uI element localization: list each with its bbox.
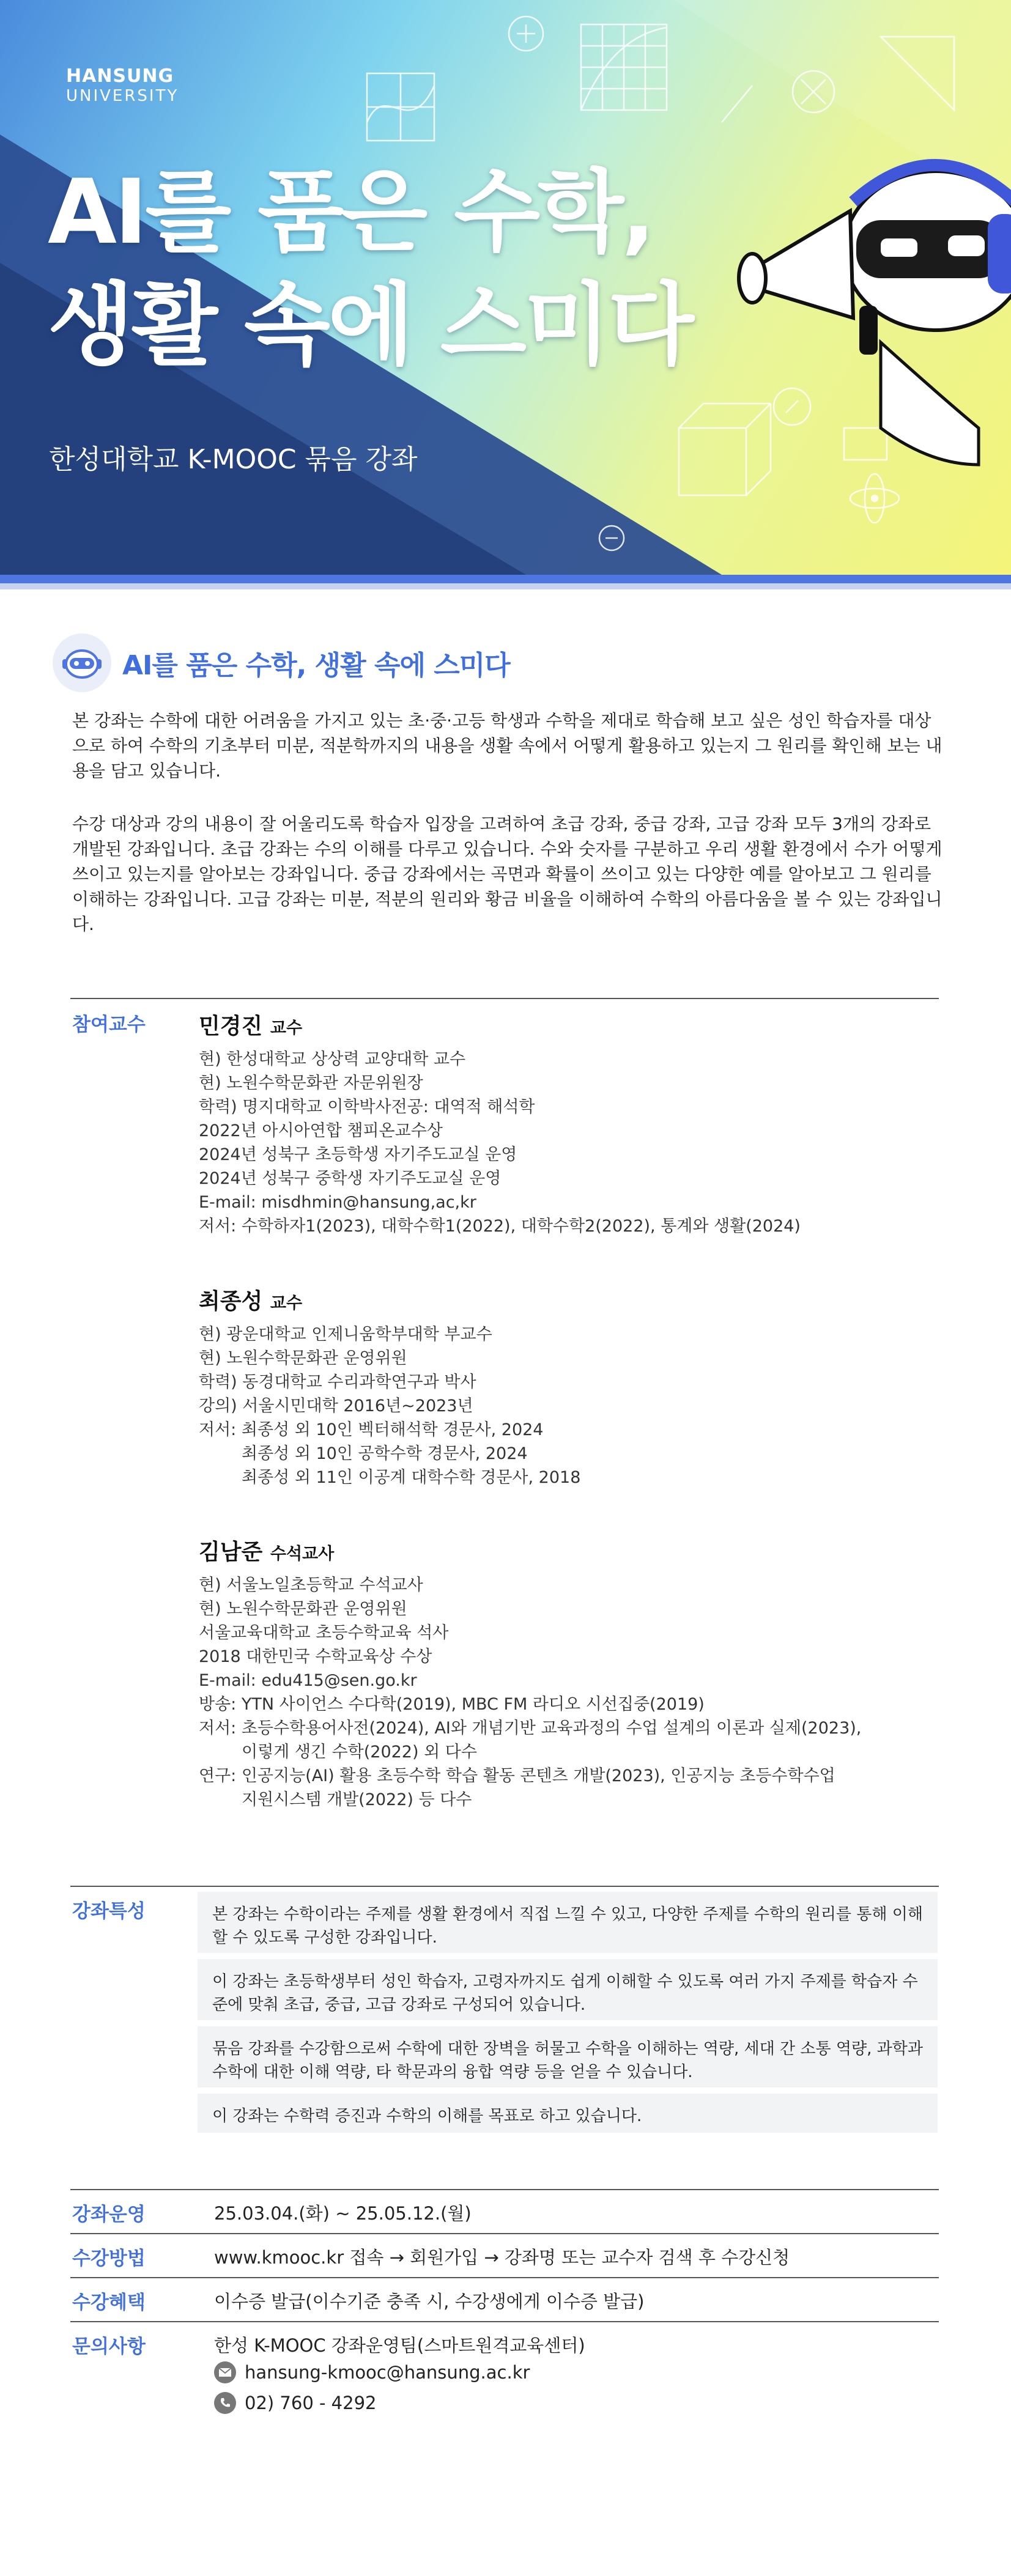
feature-item: 본 강좌는 수학이라는 주제를 생활 환경에서 직접 느낄 수 있고, 다양한 주제를 수학의 원리를 통해 이해할 수 있도록 구성한 강좌입니다.: [198, 1892, 938, 1953]
features-label: 강좌특성: [72, 1900, 146, 1922]
hero-title-line-1: AI를 품은 수학,: [48, 160, 653, 264]
contact-label: 문의사항: [72, 2336, 146, 2358]
period-value: 25.03.04.(화) ~ 25.05.12.(월): [214, 2203, 472, 2224]
intro-body: [72, 708, 947, 965]
professor-bio-line: 학력) 동경대학교 수리과학연구과 박사: [199, 1373, 476, 1392]
professor-bio-line: 최종성 외 10인 공학수학 경문사, 2024: [242, 1444, 528, 1463]
professor-bio-line: 현) 한성대학교 상상력 교양대학 교수: [199, 1050, 466, 1069]
professor-email: E-mail: edu415@sen.go.kr: [199, 1671, 417, 1690]
hero-subtitle: 한성대학교 K-MOOC 묶음 강좌: [49, 444, 418, 475]
contact-org: 한성 K-MOOC 강좌운영팀(스마트원격교육센터): [214, 2335, 585, 2356]
professor-bio-line: 2018 대한민국 수학교육상 수상: [199, 1647, 432, 1666]
intro-paragraph: 본 강좌는 수학에 대한 어려움을 가지고 있는 초·중·고등 학생과 수학을 제대로 학습해 보고 싶은 성인 학습자를 대상으로 하여 수학의 기초부터 미분, 적분학까지의 내용을 생활 속에서 어떻게 활용하고 있는지 그 원리를 확인해 보는 내용을 담고 있습니다.: [72, 710, 942, 781]
method-label: 수강방법: [72, 2248, 146, 2270]
logo-line-2: UNIVERSITY: [66, 87, 179, 105]
professor-bio-line: 연구: 인공지능(AI) 활용 초등수학 학습 활동 콘텐츠 개발(2023), 인공지능 초등수학수업: [199, 1766, 835, 1785]
professor-bio-line: 학력) 명지대학교 이학박사전공: 대역적 해석학: [199, 1098, 535, 1116]
professor-bio-line: 최종성 외 11인 이공계 대학수학 경문사, 2018: [242, 1468, 581, 1487]
professor-bio-line: 현) 노원수학문화관 운영위원: [199, 1349, 407, 1368]
contact-email-row: [214, 2361, 530, 2383]
feature-item: 묶음 강좌를 수강함으로써 수학에 대한 장벽을 허물고 수학을 이해하는 역량, 세대 간 소통 역량, 과학과 수학에 대한 이해 역량, 타 학문과의 융합 역량 등을 얻을 수 있습니다.: [198, 2026, 938, 2087]
professor-name: 최종성 교수: [199, 1289, 303, 1314]
professor-bio-line: 저서: 수학하자1(2023), 대학수학1(2022), 대학수학2(2022), 통계와 생활(2024): [199, 1217, 801, 1236]
professor-email: E-mail: misdhmin@hansung,ac,kr: [199, 1193, 476, 1212]
professor-bio-line: 현) 노원수학문화관 운영위원: [199, 1600, 407, 1618]
professor-bio-line: 2022년 아시아연합 챔피온교수상: [199, 1121, 443, 1140]
contact-phone: 02) 760 - 4292: [245, 2393, 377, 2413]
benefit-value: 이수증 발급(이수기준 충족 시, 수강생에게 이수증 발급): [214, 2291, 645, 2312]
hero-divider-stripe: [0, 575, 1011, 583]
section-divider: [70, 2277, 939, 2278]
period-label: 강좌운영: [72, 2204, 146, 2226]
professor-bio-line: 저서: 최종성 외 10인 벡터해석학 경문사, 2024: [199, 1420, 544, 1439]
professor-bio-line: 방송: YTN 사이언스 수다학(2019), MBC FM 라디오 시선집중(2019): [199, 1695, 705, 1714]
professor-name: 민경진 교수: [199, 1014, 303, 1039]
feature-item: 이 강좌는 초등학생부터 성인 학습자, 고령자까지도 쉽게 이해할 수 있도록 여러 가지 주제를 학습자 수준에 맞춰 초급, 중급, 고급 강좌로 구성되어 있습니다.: [198, 1959, 938, 2020]
intro-title: AI를 품은 수학, 생활 속에 스미다: [122, 650, 510, 681]
hero-banner: [0, 0, 1011, 575]
section-divider: [70, 2189, 939, 2190]
professor-bio-line: 서울교육대학교 초등수학교육 석사: [199, 1623, 449, 1642]
hero-title: [48, 156, 692, 382]
professor-bio-line: 2024년 성북구 초등학생 자기주도교실 운영: [199, 1145, 517, 1164]
professor-bio-line: 지원시스템 개발(2022) 등 다수: [242, 1790, 472, 1809]
professor-card: [199, 1535, 951, 1812]
professor-bio-line: 강의) 서울시민대학 2016년~2023년: [199, 1397, 473, 1415]
section-divider: [70, 2321, 939, 2322]
section-divider: [70, 2233, 939, 2234]
hero-divider-stripe-light: [0, 583, 1011, 589]
benefit-label: 수강혜택: [72, 2292, 146, 2314]
intro-heading: [53, 633, 510, 692]
section-divider: [70, 1886, 939, 1887]
professor-bio-line: 현) 노원수학문화관 자문위원장: [199, 1074, 423, 1093]
professors-label: 참여교수: [72, 1014, 146, 1036]
method-value: www.kmooc.kr 접속 → 회원가입 → 강좌명 또는 교수자 검색 후 수강신청: [214, 2247, 790, 2268]
professor-card: [199, 1009, 951, 1238]
intro-paragraph: 수강 대상과 강의 내용이 잘 어울리도록 학습자 입장을 고려하여 초급 강좌, 중급 강좌, 고급 강좌 모두 3개의 강좌로 개발된 강좌입니다. 초급 강좌는 수의 이해를 다루고 있습니다. 수와 숫자를 구분하고 우리 생활 환경에서 수가 어떻게 쓰이고 있는지를 알아보는 강좌입니다. 중급 강좌에서는 곡면과 확률이 쓰이고 있는 다양한 예를 알아보고 그 원리를 이해하는 강좌입니다. 고급 강좌는 미분, 적분의 원리와 황금 비율을 이해하여 수학의 아름다움을 볼 수 있는 강좌입니다.: [72, 814, 942, 934]
hansung-logo: [66, 67, 179, 104]
professor-bio-line: 현) 광운대학교 인제니움학부대학 부교수: [199, 1325, 492, 1344]
logo-line-1: HANSUNG: [66, 65, 174, 87]
professor-bio-line: 현) 서울노일초등학교 수석교사: [199, 1576, 423, 1595]
professor-name: 김남준 수석교사: [199, 1540, 335, 1565]
professor-bio-line: 2024년 성북구 중학생 자기주도교실 운영: [199, 1169, 502, 1188]
section-divider: [70, 998, 939, 999]
mail-icon: [214, 2361, 236, 2383]
professor-bio-line: 저서: 초등수학용어사전(2024), AI와 개념기반 교육과정의 수업 설계의 이론과 실제(2023),: [199, 1719, 862, 1738]
professor-card: [199, 1284, 951, 1489]
hero-title-line-2: 생활 속에 스미다: [48, 273, 692, 377]
feature-item: 이 강좌는 수학력 증진과 수학의 이해를 목표로 하고 있습니다.: [198, 2094, 938, 2133]
phone-icon: [214, 2392, 236, 2414]
robot-icon: [53, 633, 111, 692]
contact-email[interactable]: hansung-kmooc@hansung.ac.kr: [245, 2362, 530, 2383]
professor-bio-line: 이렇게 생긴 수학(2022) 외 다수: [242, 1743, 477, 1762]
contact-phone-row: [214, 2392, 377, 2414]
